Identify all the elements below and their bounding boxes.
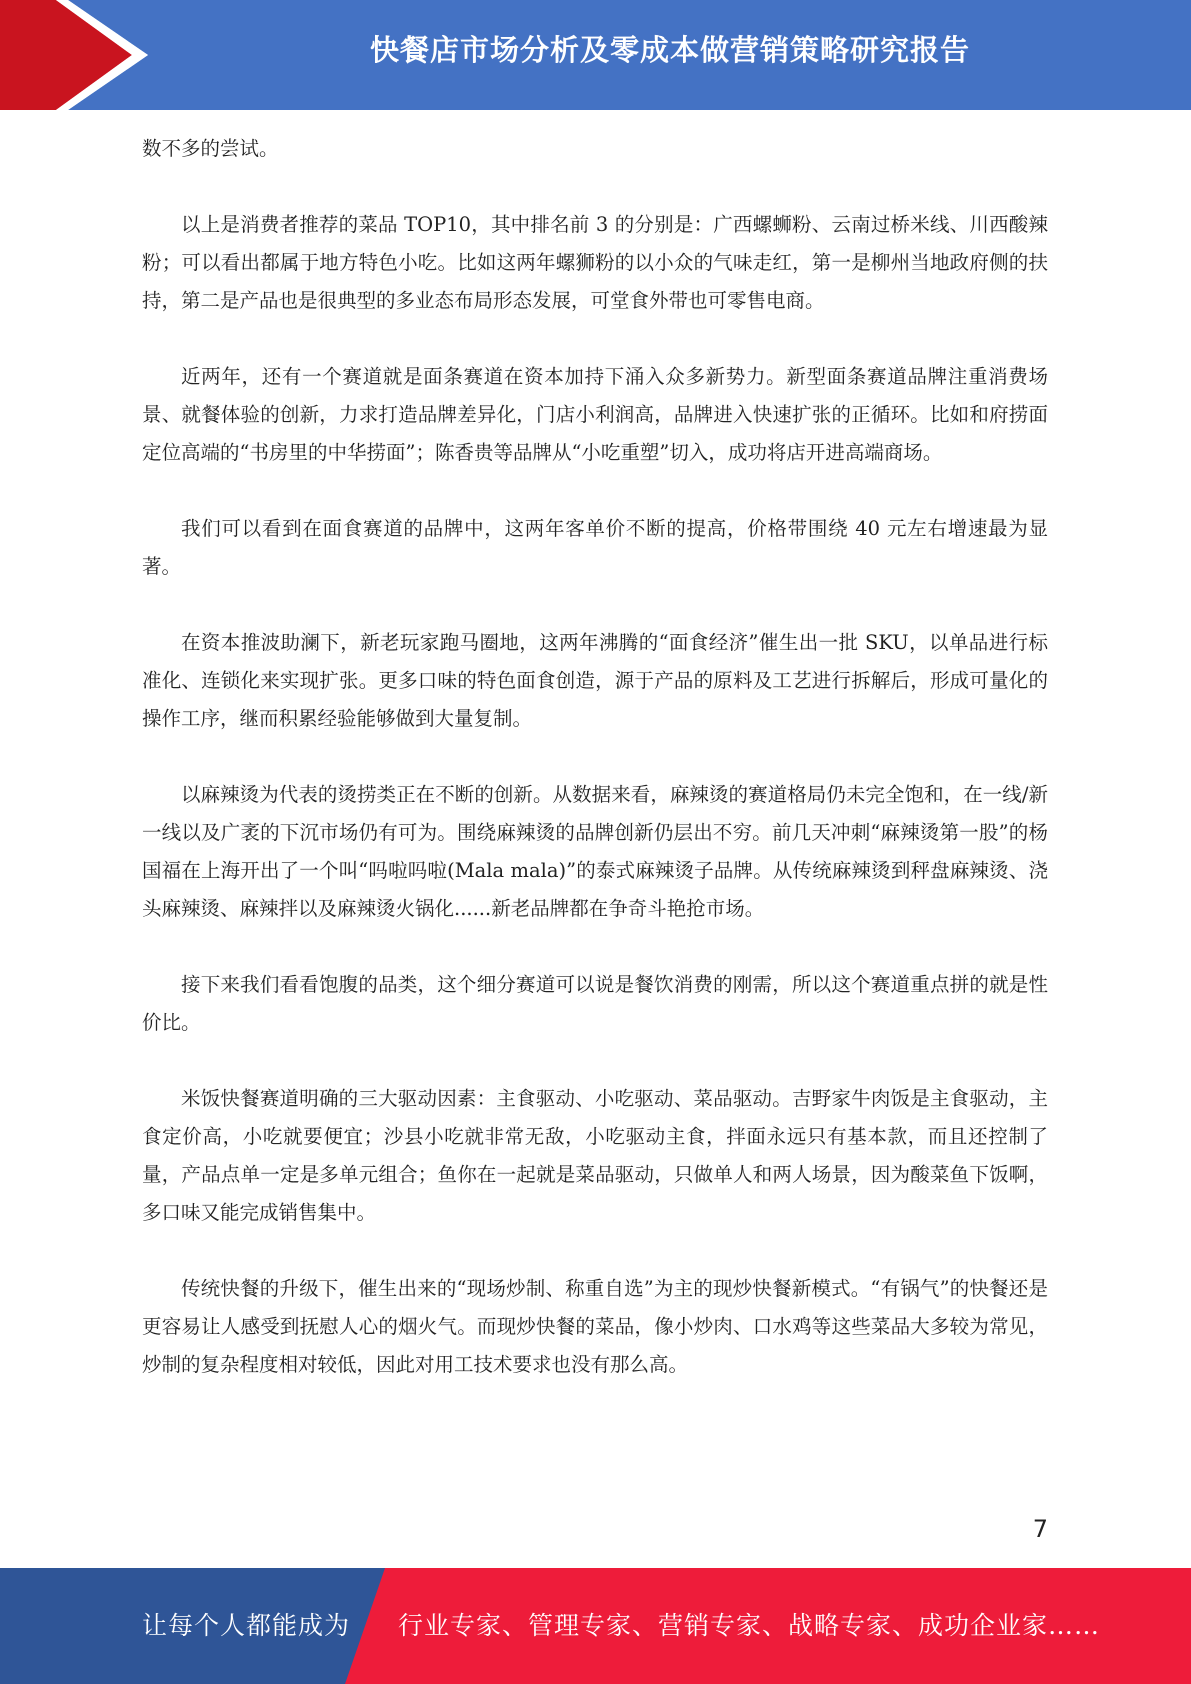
footer-slogan-right: 行业专家、管理专家、营销专家、战略专家、成功企业家…… <box>398 1611 1101 1640</box>
paragraph-continuation: 数不多的尝试。 <box>142 137 279 160</box>
paragraph-stirfry-fastfood: 传统快餐的升级下，催生出来的“现场炒制、称重自选”为主的现炒快餐新模式。“有锅气”的快餐还是更容易让人感受到抚慰人心的烟火气。而现炒快餐的菜品，像小炒肉、口水鸡等这些菜品大多较为常见，炒制的复杂程度相对较低，因此对用工技术要求也没有那么高。 <box>142 1277 1048 1376</box>
paragraph-rice-fastfood: 米饭快餐赛道明确的三大驱动因素：主食驱动、小吃驱动、菜品驱动。吉野家牛肉饭是主食驱动，主食定价高，小吃就要便宜；沙县小吃就非常无敌，小吃驱动主食，拌面永远只有基本款，而且还控制了量，产品点单一定是多单元组合；鱼你在一起就是菜品驱动，只做单人和两人场景，因为酸菜鱼下饭啊，多口味又能完成销售集中。 <box>142 1087 1048 1224</box>
paragraph-noodle-track: 近两年，还有一个赛道就是面条赛道在资本加持下涌入众多新势力。新型面条赛道品牌注重消费场景、就餐体验的创新，力求打造品牌差异化，门店小利润高，品牌进入快速扩张的正循环。比如和府捞面定位高端的“书房里的中华捞面”；陈香贵等品牌从“小吃重塑”切入，成功将店开进高端商场。 <box>142 365 1048 464</box>
document-title: 快餐店市场分析及零成本做营销策略研究报告 <box>369 33 970 67</box>
paragraph-satiety-category: 接下来我们看看饱腹的品类，这个细分赛道可以说是餐饮消费的刚需，所以这个赛道重点拼的就是性价比。 <box>142 973 1048 1034</box>
page-number: 7 <box>1032 1515 1048 1543</box>
paragraph-malatang: 以麻辣烫为代表的烫捞类正在不断的创新。从数据来看，麻辣烫的赛道格局仍未完全饱和，在一线/新一线以及广袤的下沉市场仍有可为。围绕麻辣烫的品牌创新仍层出不穷。前几天冲刺“麻辣烫第一股”的杨国福在上海开出了一个叫“吗啦吗啦(Mala mala)”的泰式麻辣烫子品牌。从传统麻辣烫到秤盘麻辣烫、浇头麻辣烫、麻辣拌以及麻辣烫火锅化......新老品牌都在争奇斗艳抢市场。 <box>142 783 1048 920</box>
footer-slogan-left: 让每个人都能成为 <box>142 1611 351 1640</box>
report-body <box>142 130 1048 1422</box>
header-arrow-decoration <box>0 0 160 110</box>
footer-band <box>0 1568 1191 1684</box>
paragraph-price-band: 我们可以看到在面食赛道的品牌中，这两年客单价不断的提高，价格带围绕 40 元左右增速最为显著。 <box>142 517 1048 578</box>
paragraph-noodle-economy: 在资本推波助澜下，新老玩家跑马圈地，这两年沸腾的“面食经济”催生出一批 SKU，以单品进行标准化、连锁化来实现扩张。更多口味的特色面食创造，源于产品的原料及工艺进行拆解后，形成可量化的操作工序，继而积累经验能够做到大量复制。 <box>142 631 1048 730</box>
header-band <box>0 0 1191 110</box>
paragraph-top10-dishes: 以上是消费者推荐的菜品 TOP10，其中排名前 3 的分别是：广西螺蛳粉、云南过桥米线、川西酸辣粉；可以看出都属于地方特色小吃。比如这两年螺狮粉的以小众的气味走红，第一是柳州当地政府侧的扶持，第二是产品也是很典型的多业态布局形态发展，可堂食外带也可零售电商。 <box>142 213 1048 312</box>
